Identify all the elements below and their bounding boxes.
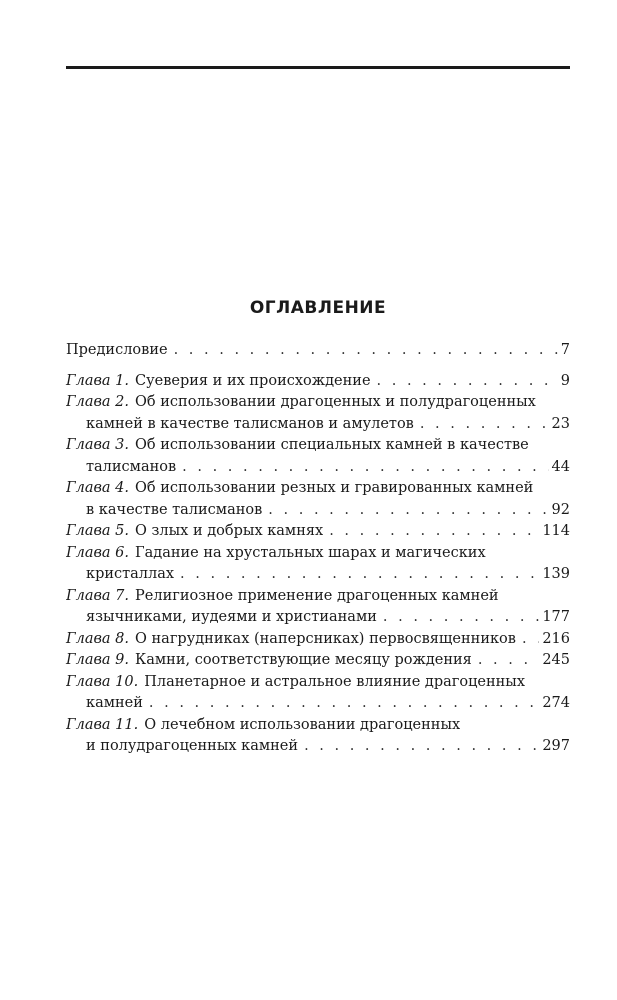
chapter-label: Глава 1. — [66, 372, 130, 389]
chapter-title-line: Об использовании резных и гравированных камней — [135, 480, 534, 496]
leader-dots — [420, 414, 549, 436]
page-number: 44 — [551, 458, 570, 475]
chapter-label: Глава 3. — [66, 437, 130, 453]
top-rule — [66, 66, 570, 69]
toc-entry-line — [66, 586, 570, 608]
entry-text — [86, 500, 262, 522]
chapter-label: Глава 4. — [66, 480, 130, 496]
toc-entry-line — [66, 715, 570, 737]
toc-entry-line — [66, 736, 570, 758]
toc-entry-chapter-5[interactable] — [66, 521, 570, 543]
toc-entry-preface[interactable] — [66, 340, 570, 362]
toc-entry-chapter-1[interactable] — [66, 371, 570, 393]
chapter-label: Глава 5. — [66, 523, 130, 539]
leader-dots — [174, 340, 558, 362]
toc-entry-line — [66, 340, 570, 362]
entry-text — [86, 693, 143, 715]
page-number: 7 — [560, 342, 570, 358]
leader-dots — [180, 564, 539, 586]
toc-entry-line — [66, 457, 570, 479]
toc-entry-chapter-3[interactable] — [66, 435, 570, 478]
toc-entry-line — [66, 500, 570, 522]
entry-text — [86, 607, 377, 629]
chapter-label: Глава 8. — [66, 630, 130, 647]
page-number: 216 — [542, 630, 570, 647]
toc-entry-chapter-10[interactable] — [66, 672, 570, 715]
chapter-title-line: Планетарное и астральное влияние драгоценных — [144, 673, 526, 690]
entry-text — [86, 564, 174, 586]
chapter-label: Глава 9. — [66, 652, 130, 668]
toc-entry-chapter-4[interactable] — [66, 478, 570, 521]
entry-text — [66, 717, 460, 733]
page-number: 177 — [542, 609, 570, 625]
entry-text — [66, 545, 486, 561]
chapter-title-line: язычниками, иудеями и христианами — [86, 609, 377, 625]
toc-entry-chapter-8[interactable] — [66, 629, 570, 651]
toc-entry-line — [66, 371, 570, 393]
toc-entry-line — [66, 650, 570, 672]
chapter-title-line: Об использовании драгоценных и полудрагоценных — [135, 394, 536, 410]
page-number: 114 — [542, 523, 570, 539]
toc-entry-line — [66, 672, 570, 694]
chapter-title-line: О нагрудниках (наперсниках) первосвященников — [135, 630, 516, 647]
chapter-title-line: Гадание на хрустальных шарах и магических — [135, 544, 486, 561]
page-number: 92 — [551, 501, 570, 518]
entry-text — [66, 371, 371, 393]
toc-entry-line — [66, 607, 570, 629]
page-number: 9 — [560, 372, 570, 389]
chapter-title-line: Религиозное применение драгоценных камней — [135, 587, 499, 604]
toc-entry-line — [66, 629, 570, 651]
toc-entry-line — [66, 693, 570, 715]
chapter-title-line: Суеверия и их происхождение — [135, 372, 371, 389]
toc-entry-line — [66, 521, 570, 543]
chapter-title-line: О злых и добрых камнях — [135, 523, 324, 539]
leader-dots — [268, 500, 548, 522]
leader-dots — [329, 521, 539, 543]
table-of-contents — [66, 340, 570, 758]
leader-dots — [377, 371, 558, 393]
entry-text — [86, 457, 176, 479]
toc-entry-chapter-9[interactable] — [66, 650, 570, 672]
chapter-title-line: О лечебном использовании драгоценных — [144, 716, 461, 733]
leader-dots — [304, 736, 539, 758]
chapter-title-line: талисманов — [86, 458, 177, 475]
chapter-label: Глава 6. — [66, 544, 130, 561]
entry-text — [66, 650, 472, 672]
toc-entry-chapter-6[interactable] — [66, 543, 570, 586]
page-number: 274 — [542, 695, 570, 711]
chapter-label: Глава 11. — [66, 716, 139, 733]
chapter-title-line: Камни, соответствующие месяцу рождения — [135, 652, 472, 668]
leader-dots — [522, 629, 539, 651]
leader-dots — [149, 693, 539, 715]
preface-text: Предисловие — [66, 342, 168, 358]
toc-entry-line — [66, 543, 570, 565]
toc-entry-line — [66, 435, 570, 457]
entry-text — [66, 521, 323, 543]
entry-text — [66, 437, 529, 453]
chapter-title-line: камней в качестве талисманов и амулетов — [86, 415, 414, 432]
entry-text — [86, 736, 298, 758]
toc-entry-chapter-2[interactable] — [66, 392, 570, 435]
toc-entry-chapter-7[interactable] — [66, 586, 570, 629]
chapter-title-line: кристаллах — [86, 566, 175, 582]
chapter-title-line: Об использовании специальных камней в качестве — [135, 437, 529, 453]
page-number: 297 — [542, 738, 570, 754]
chapter-title-line: и полудрагоценных камней — [86, 738, 299, 754]
page-number: 245 — [542, 652, 570, 668]
leader-dots — [182, 457, 548, 479]
toc-entry-chapter-11[interactable] — [66, 715, 570, 758]
leader-dots — [478, 650, 540, 672]
page-number: 23 — [551, 415, 570, 432]
chapter-list — [66, 371, 570, 758]
chapter-title-line: камней — [86, 695, 143, 711]
entry-text — [66, 674, 525, 690]
toc-title: ОГЛАВЛЕНИЕ — [249, 298, 387, 318]
chapter-label: Глава 2. — [66, 394, 130, 410]
toc-entry-line — [66, 478, 570, 500]
toc-entry-line — [66, 414, 570, 436]
toc-entry-line — [66, 564, 570, 586]
toc-entry-line — [66, 392, 570, 414]
leader-dots — [383, 607, 539, 629]
entry-text — [66, 480, 533, 496]
page-number: 139 — [542, 566, 570, 582]
chapter-label: Глава 10. — [66, 673, 139, 690]
entry-text — [66, 588, 499, 604]
entry-text — [66, 394, 536, 410]
chapter-label: Глава 7. — [66, 587, 130, 604]
entry-text — [66, 629, 516, 651]
entry-text — [86, 414, 414, 436]
chapter-title-line: в качестве талисманов — [86, 501, 263, 518]
